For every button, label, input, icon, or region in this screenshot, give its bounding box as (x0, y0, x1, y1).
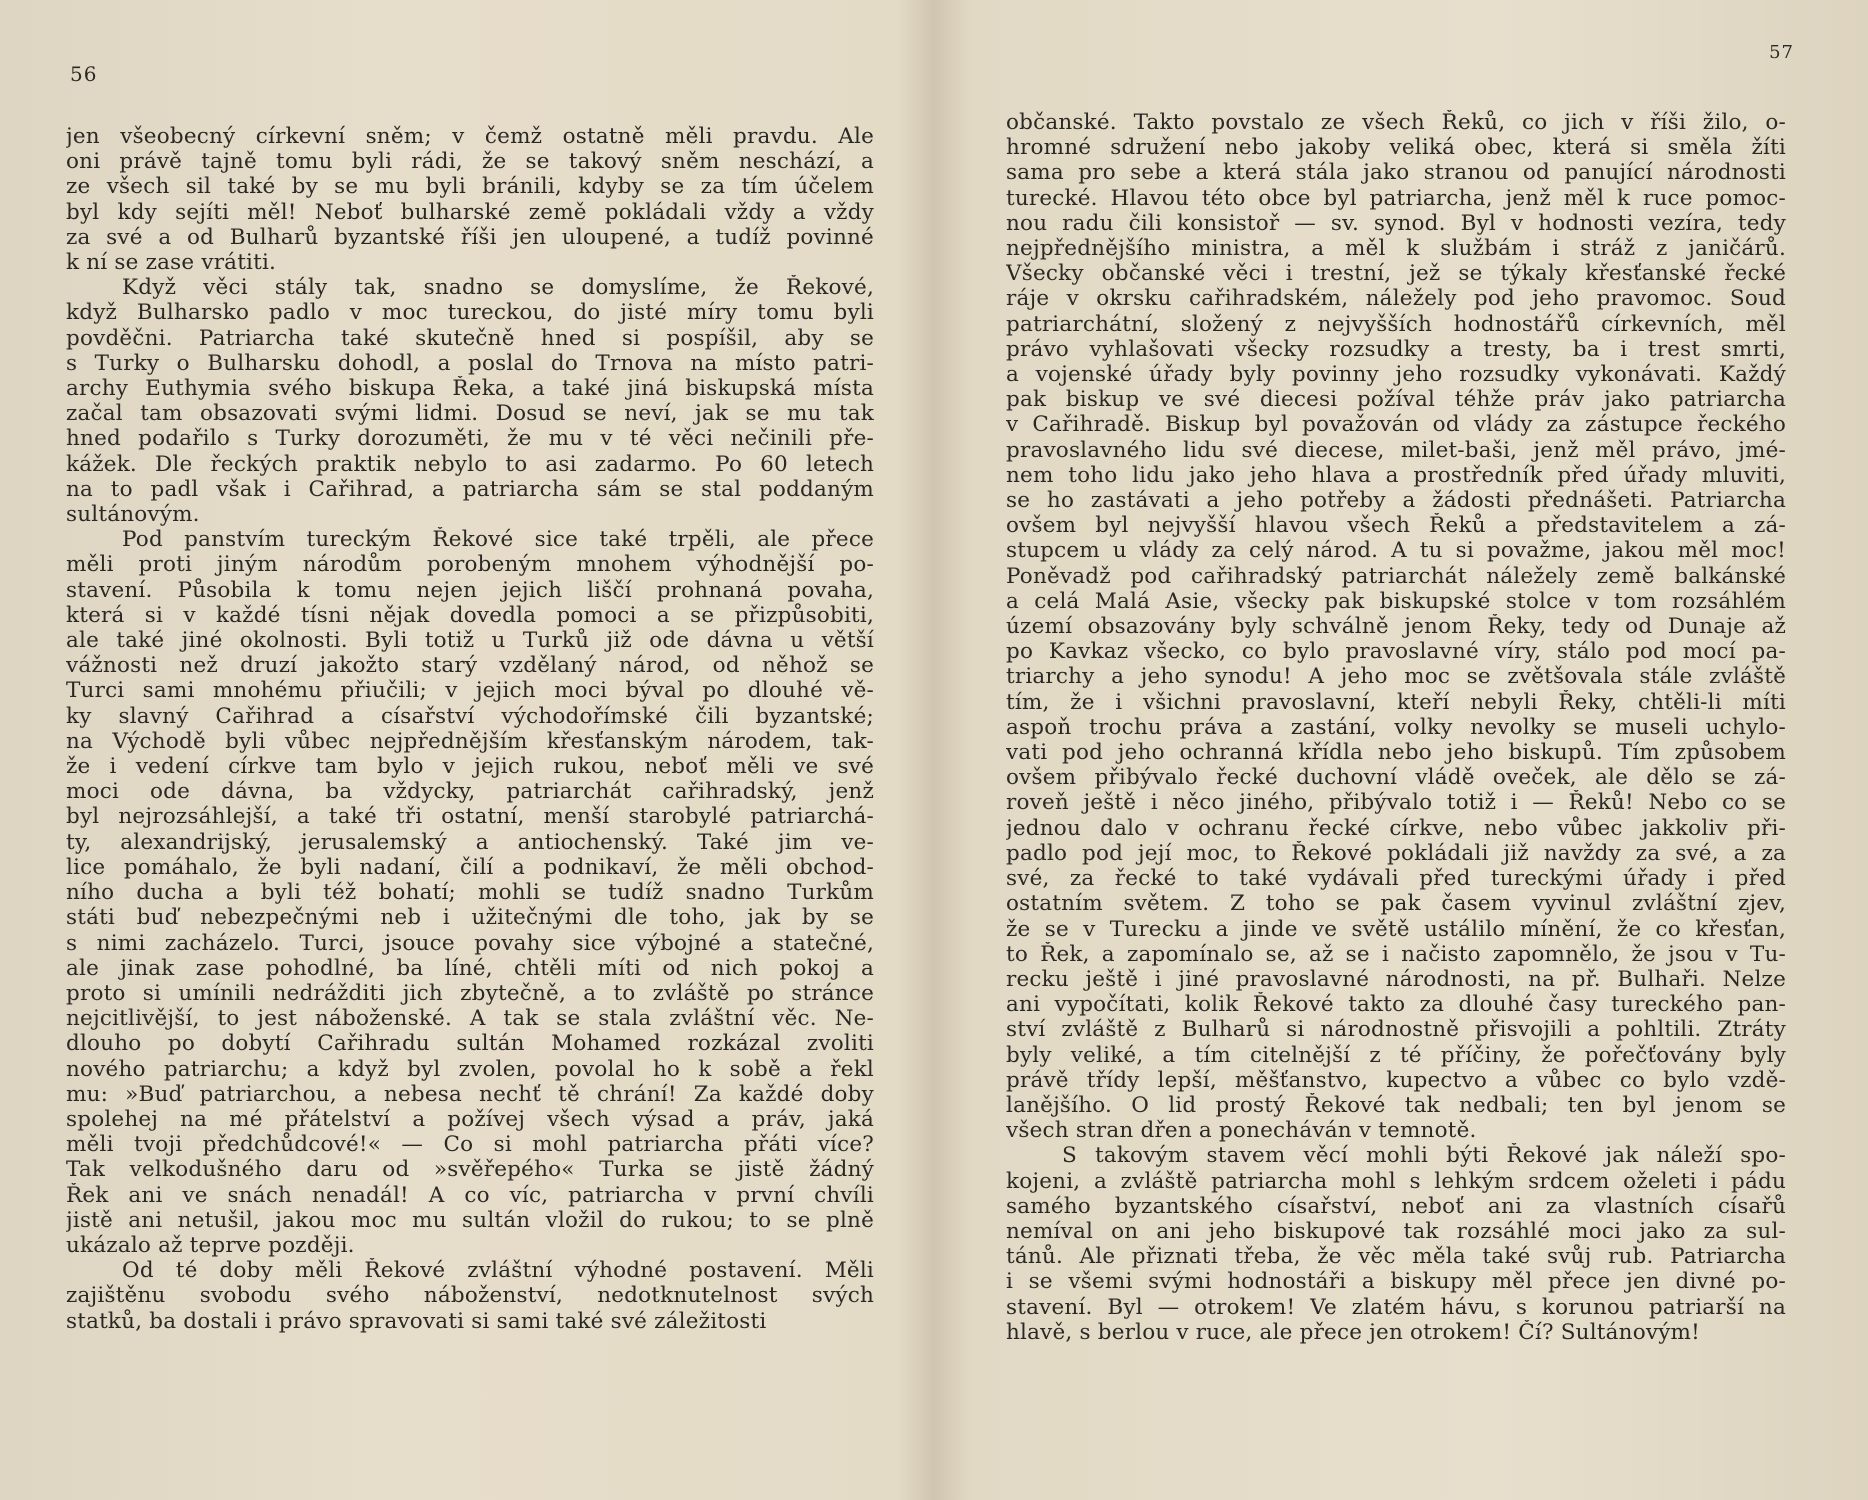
text-line: která si v každé tísni nějak dovedla pomoci a se přizpůsobiti, (66, 602, 874, 628)
text-line: Tak velkodušného daru od »svěřepého« Turka se jistě žádný (66, 1157, 874, 1183)
text-line: nejcitlivější, to jest náboženské. A tak se stala zvláštní věc. Ne- (66, 1006, 874, 1032)
text-line: to Řek, a zapomínalo se, až se i načisto zapomnělo, že jsou v Tu- (1006, 941, 1786, 967)
text-line: stavení. Byl — otrokem! Ve zlatém hávu, s korunou patriarší na (1006, 1294, 1786, 1320)
page-number-left: 56 (70, 62, 98, 86)
text-line: ovšem byl nejvyšší hlavou všech Řeků a představitelem a zá- (1006, 513, 1786, 539)
text-line: ale jinak zase pohodlné, ba líné, chtěli míti od nich pokoj a (66, 955, 874, 981)
text-line: nem toho lidu jako jeho hlava a prostředník před úřady mluviti, (1006, 462, 1786, 488)
text-line: právo vyhlašovati všecky rozsudky a tresty, ba i trest smrti, (1006, 336, 1786, 362)
text-line: státi buď nebezpečnými neb i užitečnými dle toho, jak by se (66, 905, 874, 931)
text-line: hlavě, s berlou v ruce, ale přece jen otrokem! Čí? Sultánovým! (1006, 1319, 1700, 1345)
text-line: hromné sdružení nebo jakoby veliká obec, která si směla žíti (1006, 135, 1786, 161)
text-line: roveň ještě i něco jiného, přibývalo totiž i — Řeků! Nebo co se (1006, 790, 1786, 816)
text-line: Řek ani ve snách nenadál! A co víc, patriarcha v první chvíli (66, 1182, 874, 1208)
text-line: své, za řecké to také vydávali před tureckými úřady i před (1006, 866, 1786, 892)
text-line: oni právě tajně tomu byli rádi, že se takový sněm neschází, a (66, 149, 874, 175)
text-line: sama pro sebe a která stála jako stranou od panující národnosti (1006, 160, 1786, 186)
text-line: nového patriarchu; a když byl zvolen, povolal ho k sobě a řekl (66, 1056, 874, 1082)
text-line: tánů. Ale přiznati třeba, že věc měla také svůj rub. Patriarcha (1006, 1244, 1786, 1270)
text-line: že i vedení církve tam bylo v jejich rukou, neboť měli ve své (66, 754, 874, 780)
text-line: ovšem přibývalo řecké duchovní vládě oveček, ale dělo se zá- (1006, 765, 1786, 791)
text-line: po Kavkaz všecko, co bylo pravoslavné víry, stálo pod mocí pa- (1006, 639, 1786, 665)
text-line: mu: »Buď patriarchou, a nebesa nechť tě chrání! Za každé doby (66, 1081, 874, 1107)
text-line: občanské. Takto povstalo ze všech Řeků, co jich v říši žilo, o- (1006, 110, 1786, 135)
right-page (934, 0, 1868, 1500)
text-line: ale také jiné okolnosti. Byli totiž u Turků již ode dávna u větší (66, 628, 874, 654)
text-line: aspoň trochu práva a zastání, volky nevolky se museli uchylo- (1006, 714, 1786, 740)
text-line: ky slavný Cařihrad a císařství východořímské čili byzantské; (66, 703, 874, 729)
text-line: jistě ani netušil, jakou moc mu sultán vložil do rukou; to se plně (66, 1207, 874, 1233)
text-line: ostatním světem. Z toho se pak časem vyvinul zvláštní zjev, (1006, 891, 1786, 917)
text-line: vážnosti než druzí jakožto starý vzdělaný národ, od něhož se (66, 653, 874, 679)
text-line: a celá Malá Asie, všecky pak biskupské stolce v tom rozsáhlém (1006, 588, 1786, 614)
text-line: ani vypočítati, kolik Řekové takto za dlouhé časy tureckého pan- (1006, 992, 1786, 1018)
text-line: všech stran dřen a ponecháván v temnotě. (1006, 1118, 1477, 1144)
text-line: patriarchátní, složený z nejvyšších hodnostářů církevních, měl (1006, 311, 1786, 337)
text-line: v Cařihradě. Biskup byl považován od vlády za zástupce řeckého (1006, 412, 1786, 438)
text-line: kážek. Dle řeckých praktik nebylo to asi zadarmo. Po 60 letech (66, 451, 874, 477)
text-line: stupcem u vlády za celý národ. A tu si považme, jakou měl moc! (1006, 538, 1786, 564)
text-line: zajištěnu svobodu svého náboženství, nedotknutelnost svých (66, 1283, 874, 1309)
text-line: lanějšího. O lid prostý Řekové tak nedbali; ten byl jenom se (1006, 1092, 1786, 1118)
text-line: nejpřednějšího ministra, a měl k službám i stráž z janičárů. (1006, 236, 1786, 262)
text-line: byl nejrozsáhlejší, a také tři ostatní, menší starobylé patriarchá- (66, 804, 874, 830)
text-line: ství zvláště z Bulharů si národnostně přisvojili a pohltili. Ztráty (1006, 1017, 1786, 1043)
text-line: Všecky občanské věci i trestní, jež se týkaly křesťanské řecké (1006, 261, 1786, 287)
text-line: a vojenské úřady byly povinny jeho rozsudky vykonávati. Každý (1006, 362, 1786, 388)
text-line: padlo pod její moc, to Řekové pokládali již navždy za své, a za (1006, 840, 1786, 866)
text-line: turecké. Hlavou této obce byl patriarcha, jenž měl k ruce pomoc- (1006, 185, 1786, 211)
text-line: ty, alexandrijský, jerusalemský a antiochenský. Také jim ve- (66, 829, 874, 855)
text-line: měli proti jiným národům porobeným mnohem výhodnější po- (66, 552, 874, 578)
text-line: proto si umínili nedrážditi jich zbytečně, a to zvláště po stránce (66, 980, 874, 1006)
text-line: hned podařilo s Turky dorozuměti, že mu v té věci nečinili pře- (66, 426, 874, 452)
text-line: ráje v okrsku cařihradském, náležely pod jeho pravomoc. Soud (1006, 286, 1786, 312)
text-line: nemíval on ani jeho biskupové tak rozsáhlé moci jako za sul- (1006, 1218, 1786, 1244)
text-line: ního ducha a byli též bohatí; mohli se tudíž snadno Turkům (66, 880, 874, 906)
text-line: stavení. Působila k tomu nejen jejich liščí prohnaná povaha, (66, 577, 874, 603)
text-line: na Východě byli vůbec nejpřednějším křesťanským národem, tak- (66, 728, 874, 754)
text-line: kojeni, a zvláště patriarcha mohl s lehkým srdcem oželeti i pádu (1006, 1168, 1786, 1194)
paragraph (66, 124, 874, 275)
text-line: se ho zastávati a jeho potřeby a žádosti přednášeti. Patriarcha (1006, 488, 1786, 514)
text-line: ze všech sil také by se mu byli bránili, kdyby se za tím účelem (66, 174, 874, 200)
text-line: vati pod jeho ochranná křídla nebo jeho biskupů. Tím způsobem (1006, 740, 1786, 766)
text-line: dlouho po dobytí Cařihradu sultán Mohamed rozkázal zvoliti (66, 1031, 874, 1057)
text-line: Od té doby měli Řekové zvláštní výhodné postavení. Měli (122, 1258, 874, 1284)
text-line: archy Euthymia svého biskupa Řeka, a také jiná biskupská místa (66, 376, 874, 402)
text-line: povděčni. Patriarcha také skutečně hned si pospíšil, aby se (66, 325, 874, 351)
text-line: moci ode dávna, ba vždycky, patriarchát cařihradský, jenž (66, 779, 874, 805)
paragraph (66, 275, 874, 527)
text-line: lice pomáhalo, že byli nadaní, čilí a podnikaví, že měli obchod- (66, 854, 874, 880)
text-line: pravoslavného lidu své diecese, milet-baši, jenž měl právo, jmé- (1006, 437, 1786, 463)
text-line: že se v Turecku a jinde ve světě ustálilo mínění, že co křesťan, (1006, 916, 1786, 942)
text-line: Když věci stály tak, snadno se domyslíme, že Řekové, (122, 275, 874, 301)
text-line: k ní se zase vrátiti. (66, 250, 277, 276)
text-line: jen všeobecný církevní sněm; v čemž ostatně měli pravdu. Ale (66, 124, 874, 149)
text-line: Poněvadž pod cařihradský patriarchát náležely země balkánské (1006, 563, 1786, 589)
paragraph (1006, 110, 1786, 1143)
text-line: S takovým stavem věcí mohli býti Řekové jak náleží spo- (1062, 1143, 1786, 1169)
text-line: Turci sami mnohému přiučili; v jejich moci býval po dlouhé vě- (66, 678, 874, 704)
text-line: tím, že i všichni pravoslavní, kteří nebyli Řeky, chtěli-li míti (1006, 689, 1786, 715)
text-line: sultánovým. (66, 502, 200, 528)
text-line: začal tam obsazovati svými lidmi. Dosud se neví, jak se mu tak (66, 401, 874, 427)
text-line: s nimi zacházelo. Turci, jsouce povahy sice výbojné a statečné, (66, 930, 874, 956)
paragraph (66, 527, 874, 1258)
text-line: když Bulharsko padlo v moc tureckou, do jisté míry tomu byli (66, 300, 874, 326)
text-line: právě třídy lepší, měšťanstvo, kupectvo a vůbec co bylo vzdě- (1006, 1067, 1786, 1093)
text-line: spolehej na mé přátelství a požívej všech výsad a práv, jaká (66, 1106, 874, 1132)
text-line: s Turky o Bulharsku dohodl, a poslal do Trnova na místo patri- (66, 350, 874, 376)
text-line: území obsazovány byly schválně jenom Řeky, tedy od Dunaje až (1006, 614, 1786, 640)
text-line: samého byzantského císařství, neboť ani za vlastních císařů (1006, 1193, 1786, 1219)
text-line: ukázalo až teprve později. (66, 1232, 355, 1258)
text-line: pak biskup ve své diecesi požíval téhže práv jako patriarcha (1006, 387, 1786, 413)
text-line: za své a od Bulharů byzantské říši jen uloupené, a tudíž povinné (66, 224, 874, 250)
text-line: recku ještě i jiné pravoslavné národnosti, na př. Bulhaři. Nelze (1006, 966, 1786, 992)
paragraph (1006, 1143, 1786, 1345)
text-line: statků, ba dostali i právo spravovati si sami také své záležitosti (66, 1308, 767, 1334)
page-number-right: 57 (1769, 42, 1794, 63)
text-line: triarchy a jeho synodu! A jeho moc se zvětšovala stále zvláště (1006, 664, 1786, 690)
text-line: nou radu čili konsistoř — sv. synod. Byl v hodnosti vezíra, tedy (1006, 210, 1786, 236)
text-line: Pod panstvím tureckým Řekové sice také trpěli, ale přece (122, 527, 874, 553)
left-page-text (66, 124, 874, 1334)
text-line: byly veliké, a tím citelnější z té příčiny, že pořečťovány byly (1006, 1042, 1786, 1068)
text-line: byl kdy sejíti měl! Neboť bulharské země pokládali vždy a vždy (66, 199, 874, 225)
text-line: i se všemi svými hodnostáři a biskupy měl přece jen divné po- (1006, 1269, 1786, 1295)
text-line: na to padl však i Cařihrad, a patriarcha sám se stal poddaným (66, 476, 874, 502)
text-line: jednou dalo v ochranu řecké církve, nebo vůbec jakkoliv při- (1006, 815, 1786, 841)
right-page-text (1006, 110, 1786, 1345)
text-line: měli tvoji předchůdcové!« — Co si mohl patriarcha přáti více? (66, 1132, 874, 1158)
paragraph (66, 1258, 874, 1334)
